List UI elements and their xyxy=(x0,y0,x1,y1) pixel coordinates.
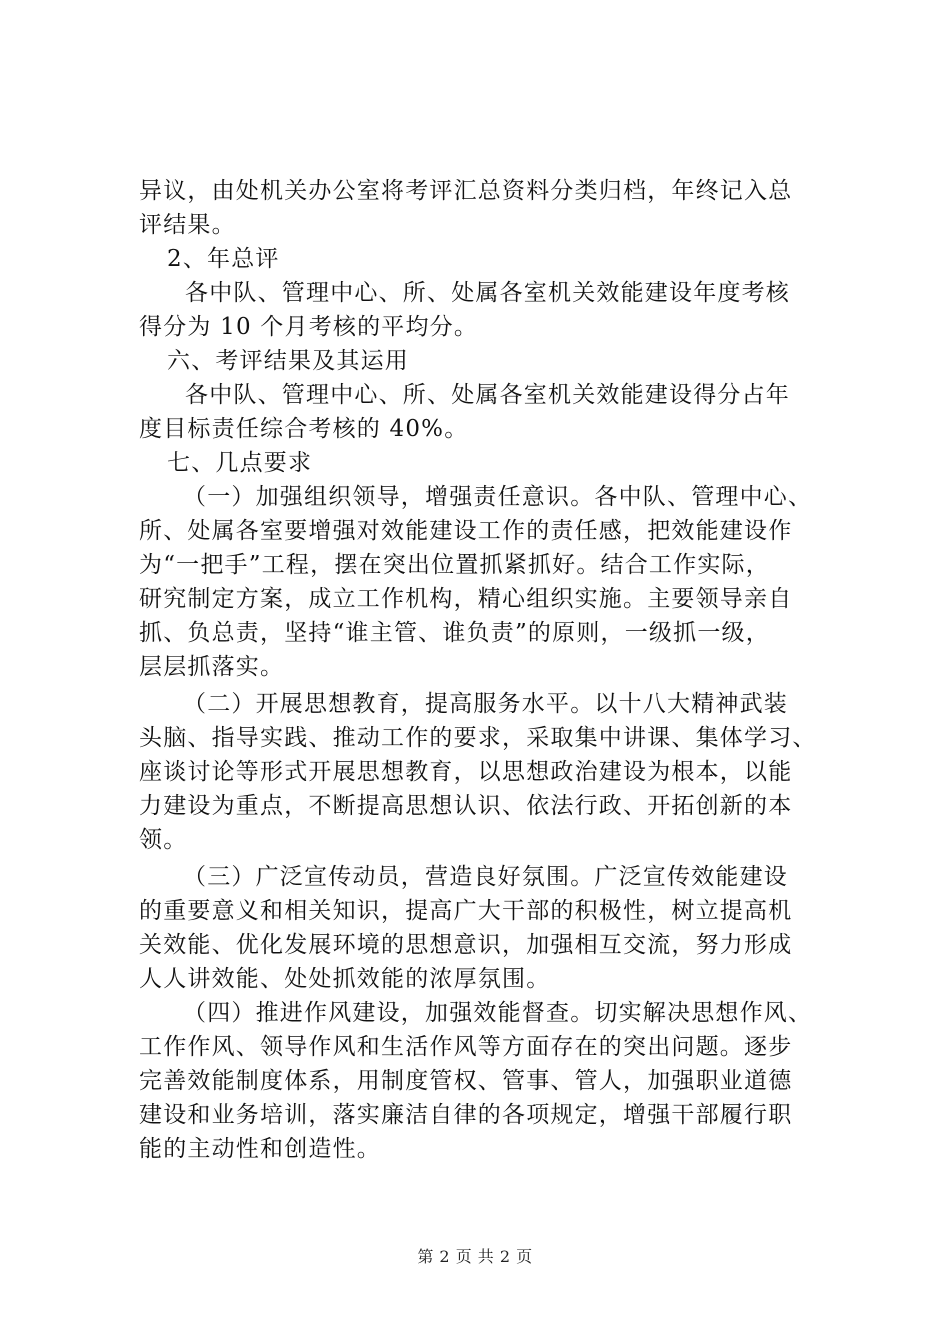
body-line: 完善效能制度体系，用制度管权、管事、管人，加强职业道德 xyxy=(139,1068,793,1094)
body-line: 关效能、优化发展环境的思想意识，加强相互交流，努力形成 xyxy=(139,932,793,958)
page-number-label: 第 2 页 共 2 页 xyxy=(417,1247,533,1266)
body-line: 所、处属各室要增强对效能建设工作的责任感，把效能建设作 xyxy=(139,518,793,544)
body-line: 工作作风、领导作风和生活作风等方面存在的突出问题。逐步 xyxy=(139,1034,793,1060)
body-line: 研究制定方案，成立工作机构，精心组织实施。主要领导亲自 xyxy=(139,586,793,612)
page-footer xyxy=(0,1244,950,1267)
body-line: 层层抓落实。 xyxy=(139,654,285,680)
body-line: 领。 xyxy=(139,827,188,853)
document-body xyxy=(139,174,839,1166)
body-line: 各中队、管理中心、所、处属各室机关效能建设得分占年 xyxy=(185,382,790,408)
section-heading: 七、几点要求 xyxy=(167,450,313,476)
body-line: 抓、负总责，坚持“谁主管、谁负责”的原则，一级抓一级， xyxy=(139,620,770,646)
body-line: 座谈讨论等形式开展思想教育，以思想政治建设为根本，以能 xyxy=(139,759,793,785)
body-line: （二）开展思想教育，提高服务水平。以十八大精神武装 xyxy=(183,691,788,717)
body-line: （四）推进作风建设，加强效能督查。切实解决思想作风、 xyxy=(183,1000,813,1026)
body-line: 异议，由处机关办公室将考评汇总资料分类归档，年终记入总 xyxy=(139,178,793,204)
body-line: 为“一把手”工程，摆在突出位置抓紧抓好。结合工作实际， xyxy=(139,552,770,578)
body-line: 评结果。 xyxy=(139,212,236,238)
body-line: 人人讲效能、处处抓效能的浓厚氛围。 xyxy=(139,966,551,992)
subsection-heading: 2、年总评 xyxy=(167,246,280,272)
body-line: 能的主动性和创造性。 xyxy=(139,1136,381,1162)
body-line: 力建设为重点，不断提高思想认识、依法行政、开拓创新的本 xyxy=(139,793,793,819)
section-heading: 六、考评结果及其运用 xyxy=(167,348,409,374)
body-line: 度目标责任综合考核的 40%。 xyxy=(139,416,469,442)
body-line: 各中队、管理中心、所、处属各室机关效能建设年度考核 xyxy=(185,280,790,306)
body-line: 的重要意义和相关知识，提高广大干部的积极性，树立提高机 xyxy=(139,898,793,924)
body-line: 建设和业务培训，落实廉洁自律的各项规定，增强干部履行职 xyxy=(139,1102,793,1128)
body-line: 头脑、指导实践、推动工作的要求，采取集中讲课、集体学习、 xyxy=(139,725,817,751)
body-line: 得分为 10 个月考核的平均分。 xyxy=(139,314,479,340)
body-line: （三）广泛宣传动员，营造良好氛围。广泛宣传效能建设 xyxy=(183,864,788,890)
body-line: （一）加强组织领导，增强责任意识。各中队、管理中心、 xyxy=(183,484,813,510)
